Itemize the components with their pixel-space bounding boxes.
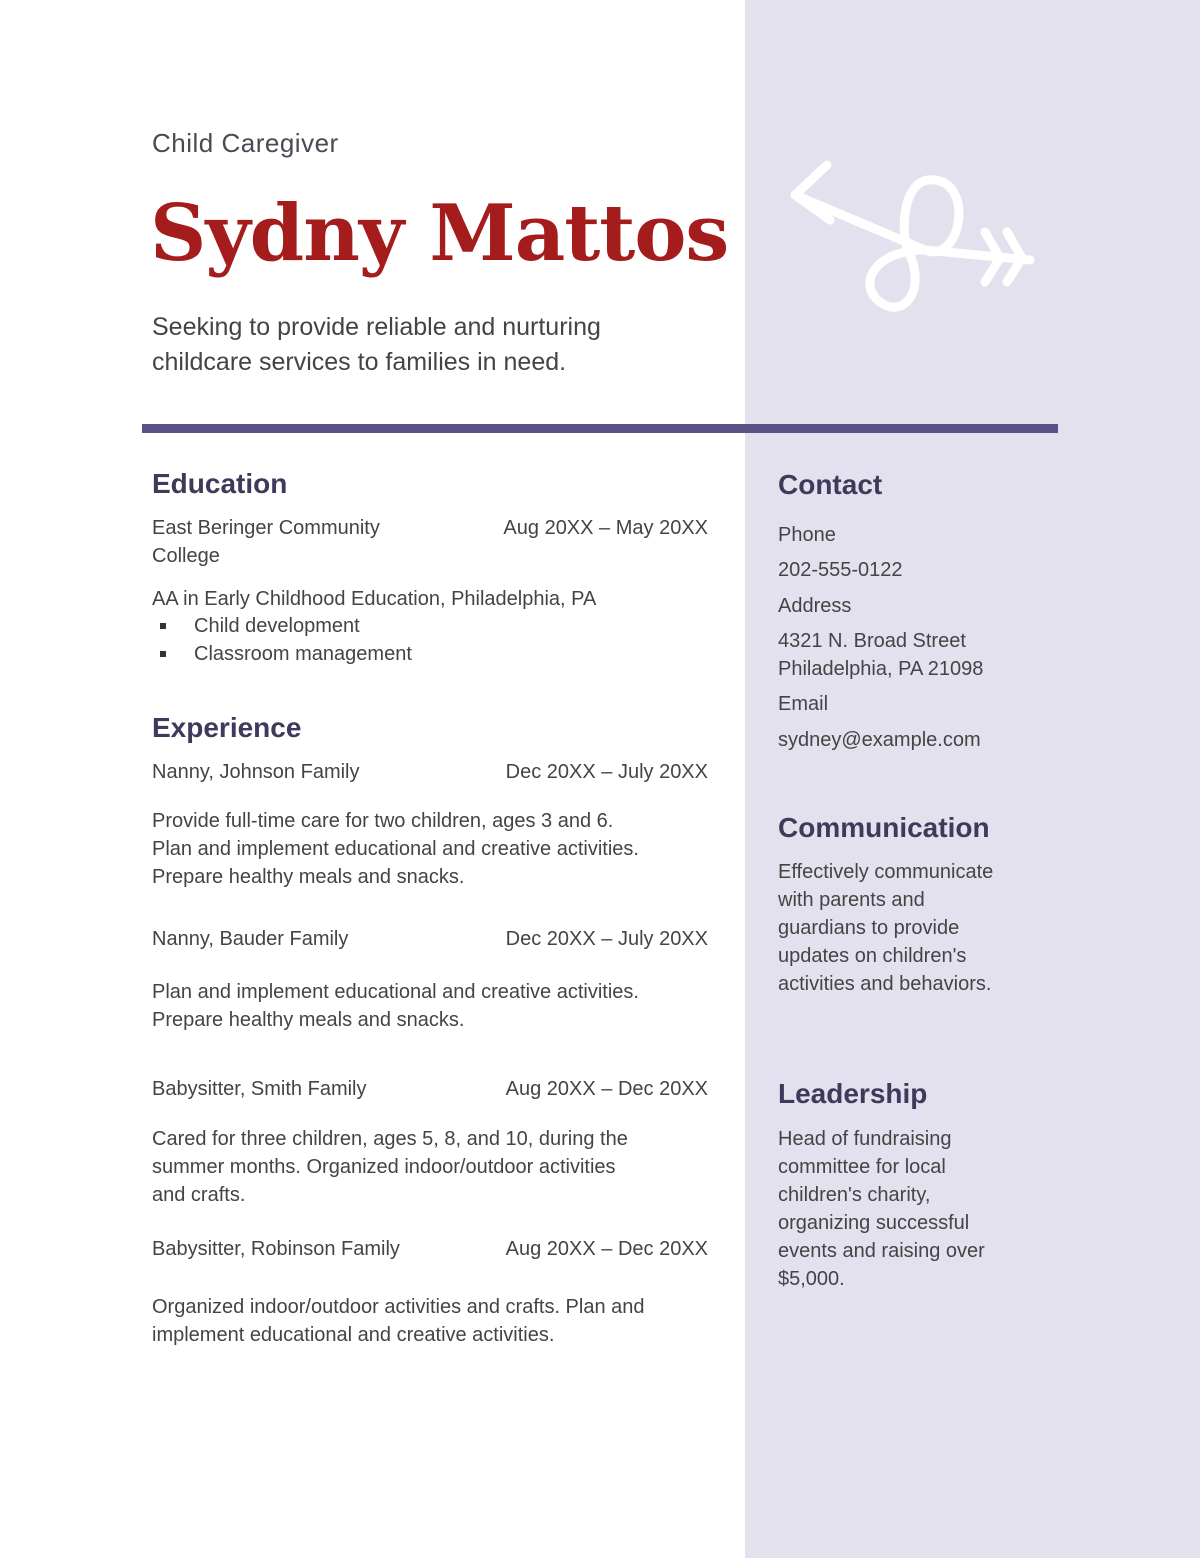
job-description-line: Plan and implement educational and creative activities. <box>152 838 639 860</box>
text-line: children's charity, <box>778 1184 931 1206</box>
list-item <box>152 640 412 668</box>
school-line: College <box>152 545 220 567</box>
experience-heading: Experience <box>152 712 302 743</box>
text-line: Effectively communicate <box>778 861 994 883</box>
objective-line: Seeking to provide reliable and nurturing <box>152 313 601 341</box>
text-line: updates on children's <box>778 945 967 967</box>
email-label: Email <box>778 693 829 715</box>
bullet-icon <box>160 623 166 629</box>
text-line: $5,000. <box>778 1268 845 1290</box>
education-dates: Aug 20XX – May 20XX <box>503 517 708 539</box>
text-line: activities and behaviors. <box>778 973 992 995</box>
school-name <box>152 514 442 570</box>
job-entry <box>152 1075 708 1105</box>
bullet-icon <box>160 651 166 657</box>
job-entry <box>152 1235 708 1265</box>
candidate-name: Sydny Mattos <box>150 188 729 279</box>
job-description-line: Provide full-time care for two children, ages 3 and 6. <box>152 810 614 832</box>
job-dates: Dec 20XX – July 20XX <box>505 928 708 950</box>
email-address: sydney@example.com <box>778 729 981 751</box>
communication-heading: Communication <box>778 812 990 843</box>
phone-label: Phone <box>778 524 836 546</box>
job-description-line: and crafts. <box>152 1184 246 1206</box>
job-dates: Dec 20XX – July 20XX <box>505 761 708 783</box>
job-title-text: Babysitter, Smith Family <box>152 1078 367 1100</box>
section-divider <box>142 424 1058 433</box>
job-dates: Aug 20XX – Dec 20XX <box>505 1078 708 1100</box>
leadership-heading: Leadership <box>778 1078 928 1109</box>
job-description-line: Cared for three children, ages 5, 8, and 10, during the <box>152 1128 628 1150</box>
education-bullets <box>152 612 412 668</box>
bullet-text: Child development <box>194 615 360 637</box>
job-title-text: Nanny, Bauder Family <box>152 928 349 950</box>
objective-statement <box>152 310 712 380</box>
text-line: Head of fundraising <box>778 1128 952 1150</box>
job-description <box>152 1125 712 1209</box>
contact-heading: Contact <box>778 469 883 500</box>
address-label: Address <box>778 595 852 617</box>
text-line: organizing successful <box>778 1212 970 1234</box>
address-line: 4321 N. Broad Street <box>778 630 966 652</box>
education-entry <box>152 514 708 574</box>
education-heading: Education <box>152 468 288 499</box>
bullet-text: Classroom management <box>194 643 412 665</box>
objective-line: childcare services to families in need. <box>152 348 567 376</box>
job-dates: Aug 20XX – Dec 20XX <box>505 1238 708 1260</box>
job-title: Child Caregiver <box>152 128 339 158</box>
job-description <box>152 807 712 891</box>
job-entry <box>152 925 708 955</box>
job-title-text: Nanny, Johnson Family <box>152 761 360 783</box>
address <box>778 627 1028 683</box>
job-description-line: Prepare healthy meals and snacks. <box>152 1009 465 1031</box>
job-entry <box>152 758 708 788</box>
job-description-line: summer months. Organized indoor/outdoor activities <box>152 1156 616 1178</box>
text-line: committee for local <box>778 1156 946 1178</box>
job-description <box>152 978 712 1034</box>
infinity-arrow-icon <box>785 130 1045 320</box>
text-line: with parents and <box>778 889 925 911</box>
job-title-text: Babysitter, Robinson Family <box>152 1238 400 1260</box>
address-line: Philadelphia, PA 21098 <box>778 658 984 680</box>
degree: AA in Early Childhood Education, Philadelphia, PA <box>152 588 597 610</box>
school-line: East Beringer Community <box>152 517 380 539</box>
list-item <box>152 612 412 640</box>
text-line: guardians to provide <box>778 917 960 939</box>
job-description <box>152 1293 712 1349</box>
job-description-line: Prepare healthy meals and snacks. <box>152 866 465 888</box>
communication-text <box>778 858 1028 998</box>
leadership-text <box>778 1125 1028 1293</box>
job-description-line: Plan and implement educational and creative activities. <box>152 981 639 1003</box>
phone-number: 202-555-0122 <box>778 559 903 581</box>
job-description-line: Organized indoor/outdoor activities and crafts. Plan and <box>152 1296 645 1318</box>
job-description-line: implement educational and creative activities. <box>152 1324 555 1346</box>
text-line: events and raising over <box>778 1240 985 1262</box>
